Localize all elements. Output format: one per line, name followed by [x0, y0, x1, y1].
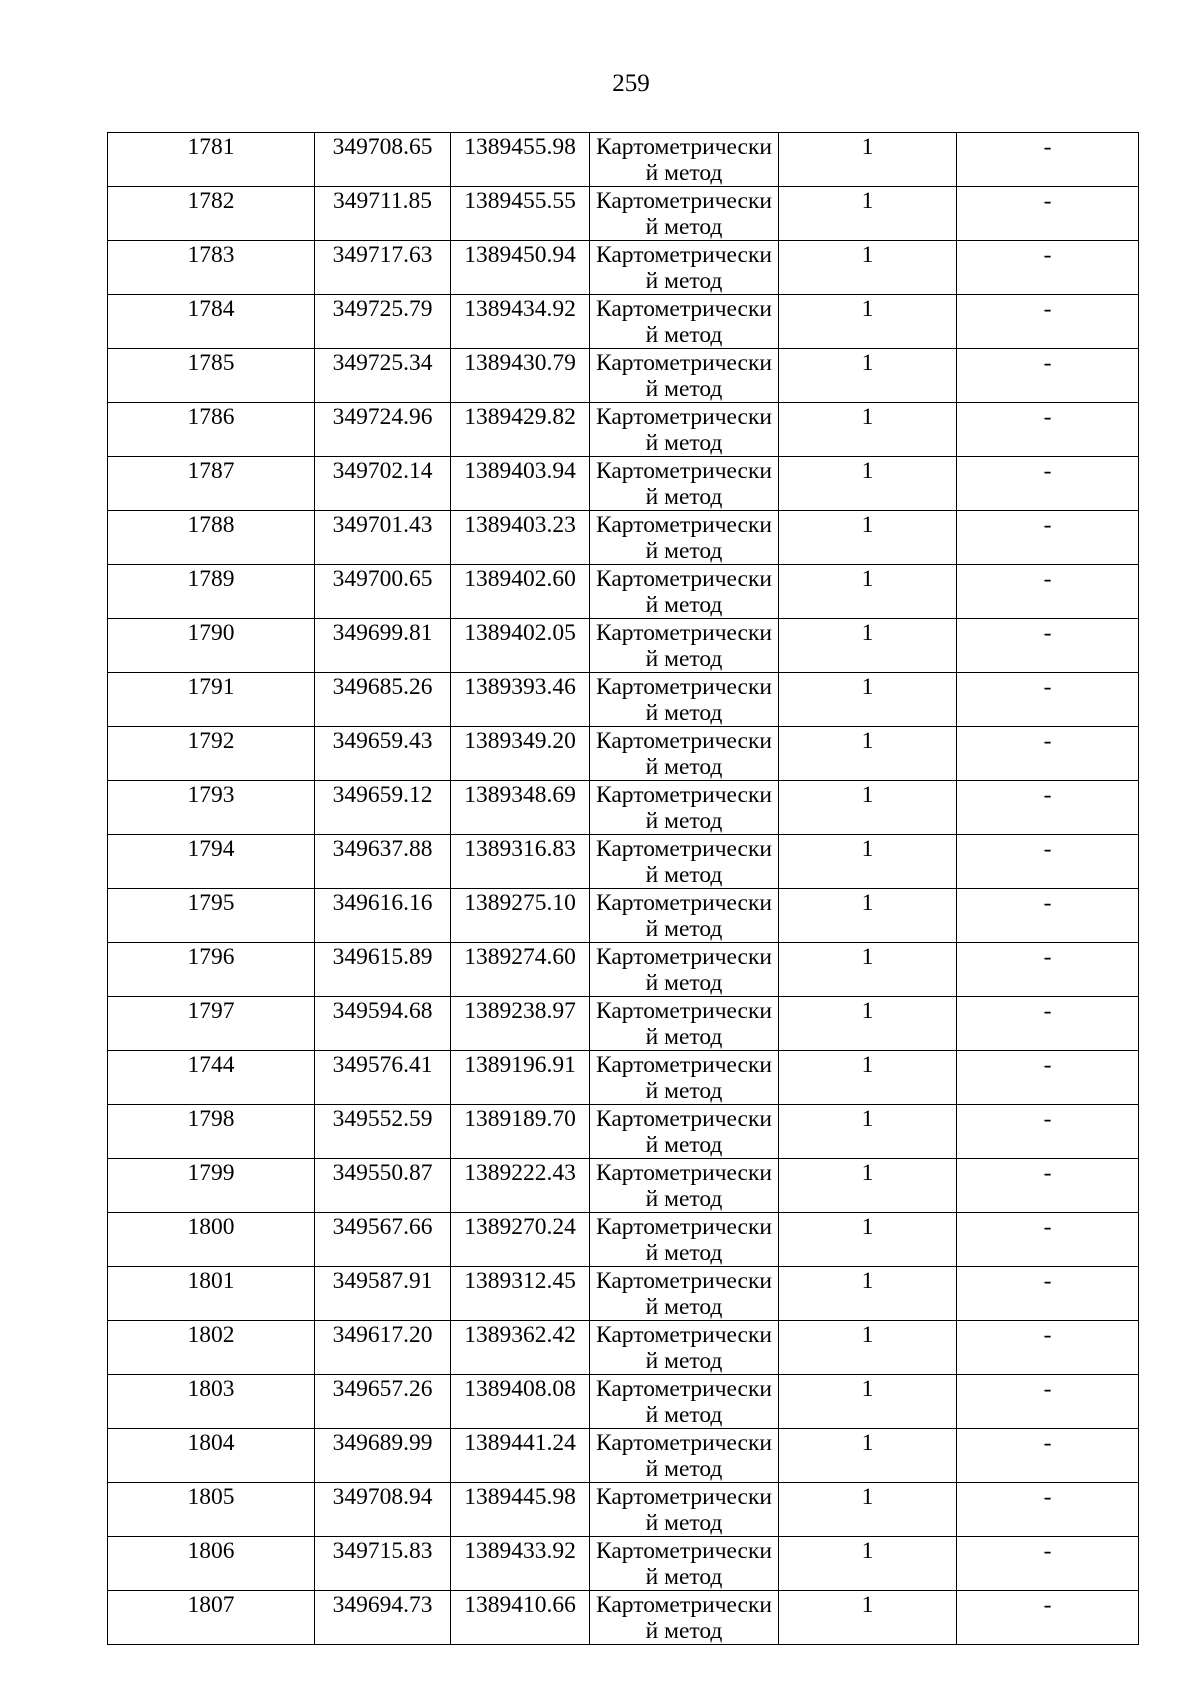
precision-cell: 1 [779, 565, 957, 619]
method-text-line-2: й метод [645, 1078, 723, 1104]
page-number: 259 [612, 70, 650, 97]
note-cell: - [957, 1105, 1139, 1159]
method-text-line-2: й метод [645, 430, 723, 456]
y-coordinate-cell: 1389270.24 [451, 1213, 590, 1267]
method-text-line-1: Картометрически [596, 350, 772, 376]
y-coordinate-cell: 1389455.98 [451, 133, 590, 187]
method-cell [590, 241, 779, 295]
method-text-line-2: й метод [645, 1402, 723, 1428]
table-row [108, 619, 1139, 673]
note-cell: - [957, 1483, 1139, 1537]
method-cell [590, 781, 779, 835]
method-text-line-2: й метод [645, 376, 723, 402]
x-coordinate-cell: 349702.14 [315, 457, 451, 511]
note-cell: - [957, 565, 1139, 619]
precision-cell: 1 [779, 1159, 957, 1213]
note-cell: - [957, 781, 1139, 835]
precision-cell: 1 [779, 295, 957, 349]
method-text-line-1: Картометрически [596, 998, 772, 1024]
table-row [108, 295, 1139, 349]
point-number-cell: 1786 [108, 403, 315, 457]
y-coordinate-cell: 1389316.83 [451, 835, 590, 889]
note-cell: - [957, 403, 1139, 457]
method-cell [590, 997, 779, 1051]
method-cell [590, 349, 779, 403]
method-cell [590, 187, 779, 241]
method-text-line-2: й метод [645, 592, 723, 618]
method-cell [590, 619, 779, 673]
method-cell [590, 1213, 779, 1267]
precision-cell: 1 [779, 1375, 957, 1429]
note-cell: - [957, 943, 1139, 997]
point-number-cell: 1744 [108, 1051, 315, 1105]
method-text-line-2: й метод [645, 214, 723, 240]
y-coordinate-cell: 1389430.79 [451, 349, 590, 403]
y-coordinate-cell: 1389403.94 [451, 457, 590, 511]
point-number-cell: 1787 [108, 457, 315, 511]
method-text-line-2: й метод [645, 538, 723, 564]
method-text-line-1: Картометрически [596, 782, 772, 808]
method-cell [590, 565, 779, 619]
note-cell: - [957, 1213, 1139, 1267]
x-coordinate-cell: 349711.85 [315, 187, 451, 241]
x-coordinate-cell: 349576.41 [315, 1051, 451, 1105]
method-text-line-2: й метод [645, 1348, 723, 1374]
method-text-line-2: й метод [645, 1456, 723, 1482]
method-text-line-2: й метод [645, 754, 723, 780]
method-text-line-1: Картометрически [596, 944, 772, 970]
x-coordinate-cell: 349715.83 [315, 1537, 451, 1591]
point-number-cell: 1784 [108, 295, 315, 349]
method-text-line-1: Картометрически [596, 566, 772, 592]
note-cell: - [957, 1159, 1139, 1213]
point-number-cell: 1781 [108, 133, 315, 187]
point-number-cell: 1803 [108, 1375, 315, 1429]
table-row [108, 403, 1139, 457]
method-text-line-2: й метод [645, 160, 723, 186]
precision-cell: 1 [779, 727, 957, 781]
x-coordinate-cell: 349567.66 [315, 1213, 451, 1267]
method-text-line-1: Картометрически [596, 404, 772, 430]
y-coordinate-cell: 1389362.42 [451, 1321, 590, 1375]
note-cell: - [957, 457, 1139, 511]
x-coordinate-cell: 349616.16 [315, 889, 451, 943]
point-number-cell: 1806 [108, 1537, 315, 1591]
table-row [108, 133, 1139, 187]
method-cell [590, 1483, 779, 1537]
y-coordinate-cell: 1389410.66 [451, 1591, 590, 1645]
note-cell: - [957, 673, 1139, 727]
method-text-line-2: й метод [645, 1132, 723, 1158]
method-text-line-1: Картометрически [596, 1160, 772, 1186]
method-cell [590, 511, 779, 565]
note-cell: - [957, 295, 1139, 349]
method-text-line-2: й метод [645, 1294, 723, 1320]
x-coordinate-cell: 349699.81 [315, 619, 451, 673]
method-text-line-1: Картометрически [596, 512, 772, 538]
y-coordinate-cell: 1389455.55 [451, 187, 590, 241]
table-row [108, 997, 1139, 1051]
point-number-cell: 1791 [108, 673, 315, 727]
y-coordinate-cell: 1389402.05 [451, 619, 590, 673]
table-row [108, 241, 1139, 295]
y-coordinate-cell: 1389393.46 [451, 673, 590, 727]
x-coordinate-cell: 349689.99 [315, 1429, 451, 1483]
x-coordinate-cell: 349587.91 [315, 1267, 451, 1321]
method-text-line-1: Картометрически [596, 728, 772, 754]
table-row [108, 1105, 1139, 1159]
method-cell [590, 403, 779, 457]
method-text-line-2: й метод [645, 484, 723, 510]
point-number-cell: 1801 [108, 1267, 315, 1321]
y-coordinate-cell: 1389433.92 [451, 1537, 590, 1591]
precision-cell: 1 [779, 1537, 957, 1591]
point-number-cell: 1785 [108, 349, 315, 403]
precision-cell: 1 [779, 349, 957, 403]
method-text-line-2: й метод [645, 808, 723, 834]
y-coordinate-cell: 1389434.92 [451, 295, 590, 349]
method-text-line-2: й метод [645, 1024, 723, 1050]
table-row [108, 349, 1139, 403]
method-text-line-2: й метод [645, 1618, 723, 1644]
point-number-cell: 1795 [108, 889, 315, 943]
x-coordinate-cell: 349717.63 [315, 241, 451, 295]
point-number-cell: 1798 [108, 1105, 315, 1159]
coordinates-table-body [108, 133, 1139, 1645]
method-text-line-2: й метод [645, 862, 723, 888]
y-coordinate-cell: 1389274.60 [451, 943, 590, 997]
note-cell: - [957, 133, 1139, 187]
note-cell: - [957, 889, 1139, 943]
method-cell [590, 457, 779, 511]
point-number-cell: 1789 [108, 565, 315, 619]
table-row [108, 673, 1139, 727]
x-coordinate-cell: 349701.43 [315, 511, 451, 565]
method-cell [590, 673, 779, 727]
precision-cell: 1 [779, 1051, 957, 1105]
precision-cell: 1 [779, 1105, 957, 1159]
note-cell: - [957, 727, 1139, 781]
x-coordinate-cell: 349708.94 [315, 1483, 451, 1537]
precision-cell: 1 [779, 133, 957, 187]
table-row [108, 565, 1139, 619]
precision-cell: 1 [779, 1483, 957, 1537]
note-cell: - [957, 1537, 1139, 1591]
y-coordinate-cell: 1389312.45 [451, 1267, 590, 1321]
table-row [108, 727, 1139, 781]
y-coordinate-cell: 1389189.70 [451, 1105, 590, 1159]
x-coordinate-cell: 349657.26 [315, 1375, 451, 1429]
note-cell: - [957, 511, 1139, 565]
y-coordinate-cell: 1389408.08 [451, 1375, 590, 1429]
table-row [108, 781, 1139, 835]
method-cell [590, 295, 779, 349]
point-number-cell: 1802 [108, 1321, 315, 1375]
method-text-line-1: Картометрически [596, 296, 772, 322]
method-text-line-1: Картометрически [596, 674, 772, 700]
x-coordinate-cell: 349685.26 [315, 673, 451, 727]
note-cell: - [957, 835, 1139, 889]
precision-cell: 1 [779, 1429, 957, 1483]
method-cell [590, 1051, 779, 1105]
method-text-line-1: Картометрически [596, 1106, 772, 1132]
table-row [108, 1429, 1139, 1483]
x-coordinate-cell: 349700.65 [315, 565, 451, 619]
precision-cell: 1 [779, 1213, 957, 1267]
note-cell: - [957, 997, 1139, 1051]
method-text-line-1: Картометрически [596, 836, 772, 862]
point-number-cell: 1804 [108, 1429, 315, 1483]
precision-cell: 1 [779, 403, 957, 457]
y-coordinate-cell: 1389348.69 [451, 781, 590, 835]
y-coordinate-cell: 1389238.97 [451, 997, 590, 1051]
method-text-line-2: й метод [645, 1564, 723, 1590]
precision-cell: 1 [779, 997, 957, 1051]
y-coordinate-cell: 1389196.91 [451, 1051, 590, 1105]
method-text-line-1: Картометрически [596, 1592, 772, 1618]
method-text-line-2: й метод [645, 1240, 723, 1266]
table-row [108, 511, 1139, 565]
table-row [108, 835, 1139, 889]
method-text-line-1: Картометрически [596, 1268, 772, 1294]
point-number-cell: 1782 [108, 187, 315, 241]
note-cell: - [957, 241, 1139, 295]
x-coordinate-cell: 349594.68 [315, 997, 451, 1051]
method-text-line-2: й метод [645, 1510, 723, 1536]
x-coordinate-cell: 349724.96 [315, 403, 451, 457]
table-row [108, 889, 1139, 943]
point-number-cell: 1783 [108, 241, 315, 295]
method-text-line-2: й метод [645, 970, 723, 996]
method-cell [590, 1267, 779, 1321]
y-coordinate-cell: 1389450.94 [451, 241, 590, 295]
method-text-line-1: Картометрически [596, 1430, 772, 1456]
point-number-cell: 1792 [108, 727, 315, 781]
precision-cell: 1 [779, 1267, 957, 1321]
y-coordinate-cell: 1389441.24 [451, 1429, 590, 1483]
note-cell: - [957, 349, 1139, 403]
method-cell [590, 1105, 779, 1159]
y-coordinate-cell: 1389222.43 [451, 1159, 590, 1213]
precision-cell: 1 [779, 1321, 957, 1375]
x-coordinate-cell: 349637.88 [315, 835, 451, 889]
table-row [108, 1267, 1139, 1321]
x-coordinate-cell: 349552.59 [315, 1105, 451, 1159]
precision-cell: 1 [779, 1591, 957, 1645]
point-number-cell: 1800 [108, 1213, 315, 1267]
point-number-cell: 1799 [108, 1159, 315, 1213]
note-cell: - [957, 1375, 1139, 1429]
x-coordinate-cell: 349659.12 [315, 781, 451, 835]
method-text-line-1: Картометрически [596, 242, 772, 268]
table-row [108, 1051, 1139, 1105]
method-text-line-2: й метод [645, 646, 723, 672]
x-coordinate-cell: 349615.89 [315, 943, 451, 997]
method-cell [590, 133, 779, 187]
point-number-cell: 1788 [108, 511, 315, 565]
precision-cell: 1 [779, 781, 957, 835]
table-row [108, 1213, 1139, 1267]
point-number-cell: 1793 [108, 781, 315, 835]
x-coordinate-cell: 349550.87 [315, 1159, 451, 1213]
note-cell: - [957, 619, 1139, 673]
y-coordinate-cell: 1389275.10 [451, 889, 590, 943]
x-coordinate-cell: 349725.34 [315, 349, 451, 403]
method-text-line-2: й метод [645, 700, 723, 726]
method-text-line-1: Картометрически [596, 890, 772, 916]
method-text-line-1: Картометрически [596, 134, 772, 160]
point-number-cell: 1796 [108, 943, 315, 997]
precision-cell: 1 [779, 241, 957, 295]
point-number-cell: 1790 [108, 619, 315, 673]
precision-cell: 1 [779, 835, 957, 889]
point-number-cell: 1797 [108, 997, 315, 1051]
table-row [108, 943, 1139, 997]
x-coordinate-cell: 349617.20 [315, 1321, 451, 1375]
x-coordinate-cell: 349708.65 [315, 133, 451, 187]
method-text-line-2: й метод [645, 322, 723, 348]
method-cell [590, 1429, 779, 1483]
x-coordinate-cell: 349694.73 [315, 1591, 451, 1645]
method-text-line-2: й метод [645, 1186, 723, 1212]
method-cell [590, 1159, 779, 1213]
precision-cell: 1 [779, 457, 957, 511]
method-text-line-2: й метод [645, 916, 723, 942]
method-text-line-1: Картометрически [596, 620, 772, 646]
method-cell [590, 1591, 779, 1645]
precision-cell: 1 [779, 943, 957, 997]
method-cell [590, 835, 779, 889]
table-row [108, 1483, 1139, 1537]
table-row [108, 187, 1139, 241]
note-cell: - [957, 1051, 1139, 1105]
method-text-line-2: й метод [645, 268, 723, 294]
precision-cell: 1 [779, 511, 957, 565]
method-text-line-1: Картометрически [596, 188, 772, 214]
x-coordinate-cell: 349725.79 [315, 295, 451, 349]
method-text-line-1: Картометрически [596, 1322, 772, 1348]
method-cell [590, 943, 779, 997]
y-coordinate-cell: 1389429.82 [451, 403, 590, 457]
table-row [108, 1375, 1139, 1429]
method-cell [590, 889, 779, 943]
precision-cell: 1 [779, 889, 957, 943]
method-text-line-1: Картометрически [596, 1052, 772, 1078]
method-cell [590, 1537, 779, 1591]
method-text-line-1: Картометрически [596, 1214, 772, 1240]
y-coordinate-cell: 1389349.20 [451, 727, 590, 781]
table-row [108, 1537, 1139, 1591]
point-number-cell: 1805 [108, 1483, 315, 1537]
table-row [108, 1591, 1139, 1645]
note-cell: - [957, 187, 1139, 241]
note-cell: - [957, 1321, 1139, 1375]
method-text-line-1: Картометрически [596, 458, 772, 484]
note-cell: - [957, 1591, 1139, 1645]
point-number-cell: 1807 [108, 1591, 315, 1645]
method-text-line-1: Картометрически [596, 1376, 772, 1402]
note-cell: - [957, 1429, 1139, 1483]
x-coordinate-cell: 349659.43 [315, 727, 451, 781]
method-text-line-1: Картометрически [596, 1538, 772, 1564]
note-cell: - [957, 1267, 1139, 1321]
method-cell [590, 727, 779, 781]
method-cell [590, 1375, 779, 1429]
method-cell [590, 1321, 779, 1375]
method-text-line-1: Картометрически [596, 1484, 772, 1510]
table-row [108, 1159, 1139, 1213]
table-row [108, 1321, 1139, 1375]
precision-cell: 1 [779, 619, 957, 673]
y-coordinate-cell: 1389402.60 [451, 565, 590, 619]
point-number-cell: 1794 [108, 835, 315, 889]
coordinates-table [107, 132, 1139, 1645]
table-row [108, 457, 1139, 511]
precision-cell: 1 [779, 673, 957, 727]
precision-cell: 1 [779, 187, 957, 241]
y-coordinate-cell: 1389445.98 [451, 1483, 590, 1537]
y-coordinate-cell: 1389403.23 [451, 511, 590, 565]
